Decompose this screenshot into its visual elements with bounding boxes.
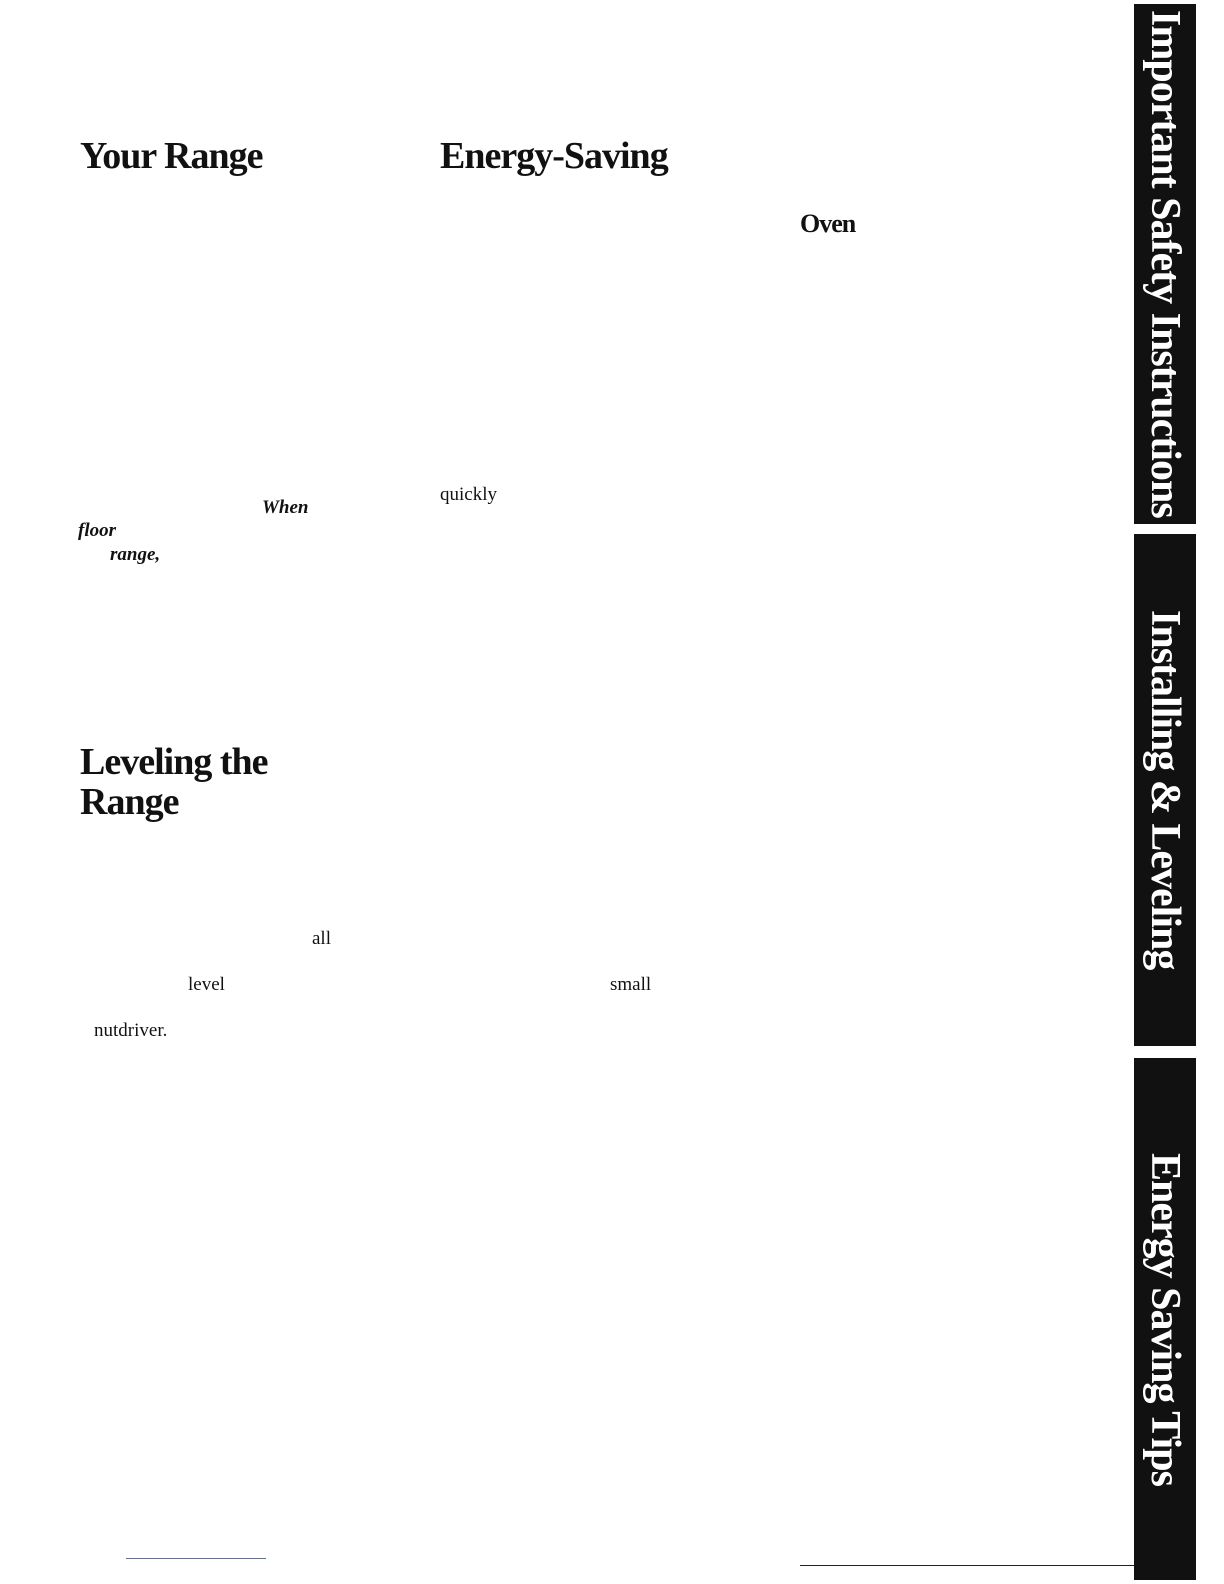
text-all: all [312,928,331,949]
text-range: range, [110,544,161,565]
side-tab-installing [1134,534,1196,1046]
text-level: level [188,974,225,995]
side-tab-safety-label: Important Safety Instructions [1142,10,1188,518]
footer-rule-left [126,1558,266,1559]
side-tab-installing-label: Installing & Leveling [1142,610,1188,970]
heading-energy-saving: Energy-Saving [440,135,668,177]
side-tab-safety [1134,4,1196,524]
heading-oven: Oven [800,209,856,238]
heading-leveling-line2: Range [80,781,179,823]
text-nutdriver: nutdriver. [94,1020,168,1041]
text-quickly: quickly [440,484,497,505]
text-small: small [610,974,652,995]
heading-your-range: Your Range [80,135,263,177]
text-when: When [262,497,309,518]
side-tab-energy-label: Energy Saving Tips [1142,1152,1188,1486]
footer-rule-right [800,1565,1134,1566]
text-floor: floor [78,520,116,541]
heading-leveling-line1: Leveling the [80,741,268,783]
side-tab-energy [1134,1058,1196,1580]
